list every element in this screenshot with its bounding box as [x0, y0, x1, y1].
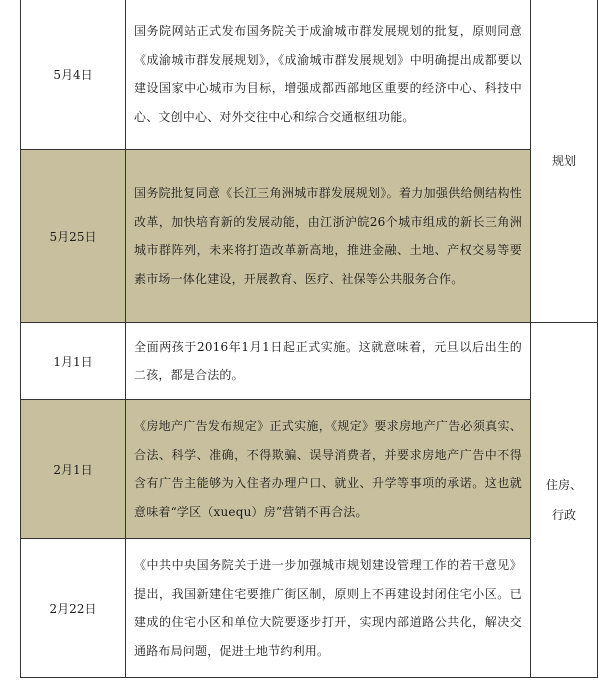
date-cell: 5月25日: [21, 150, 126, 323]
table-row: [21, 539, 598, 678]
table-row: [21, 0, 598, 150]
policy-table: [20, 0, 598, 678]
description-cell: 全面两孩于2016年1月1日起正式实施。这就意味着，元旦以后出生的二孩，都是合法的。: [126, 323, 531, 400]
table-row: [21, 323, 598, 400]
date-cell: 5月4日: [21, 0, 126, 150]
category-label-line2: 行政: [551, 508, 576, 522]
description-cell: 国务院网站正式发布国务院关于成渝城市群发展规划的批复，原则同意《成渝城市群发展规划》，《成渝城市群发展规划》中明确提出成都要以建设国家中心城市为目标，增强成都西部地区重要的经济中心、科技中心、文创中心、对外交往中心和综合交通枢纽功能。: [126, 0, 531, 150]
date-cell: 1月1日: [21, 323, 126, 400]
category-label: 规划: [551, 153, 576, 168]
date-cell: 2月22日: [21, 539, 126, 678]
category-label-line1: 住房、: [545, 478, 582, 492]
description-cell: 国务院批复同意《长江三角洲城市群发展规划》。着力加强供给侧结构性改革，加快培育新的发展动能，由江浙沪皖26个城市组成的新长三角洲城市群阵列，未来将打造改革新高地，推进金融、土地、产权交易等要素市场一体化建设，开展教育、医疗、社保等公共服务合作。: [126, 150, 531, 323]
date-cell: 2月1日: [21, 400, 126, 539]
category-cell-housing: [531, 323, 598, 678]
description-cell: 《中共中央国务院关于进一步加强城市规划建设管理工作的若干意见》提出，我国新建住宅要推广街区制，原则上不再建设封闭住宅小区。已建成的住宅小区和单位大院要逐步打开，实现内部道路公共化，解决交通路布局问题，促进土地节约利用。: [126, 539, 531, 678]
category-cell-planning: [531, 0, 598, 323]
table-row: [21, 150, 598, 323]
table-row: [21, 400, 598, 539]
description-cell: 《房地产广告发布规定》正式实施，《规定》要求房地产广告必须真实、合法、科学、准确，不得欺骗、误导消费者，并要求房地产广告中不得含有广告主能够为入住者办理户口、就业、升学等事项的承诺。这也就意味着“学区（xuequ）房”营销不再合法。: [126, 400, 531, 539]
